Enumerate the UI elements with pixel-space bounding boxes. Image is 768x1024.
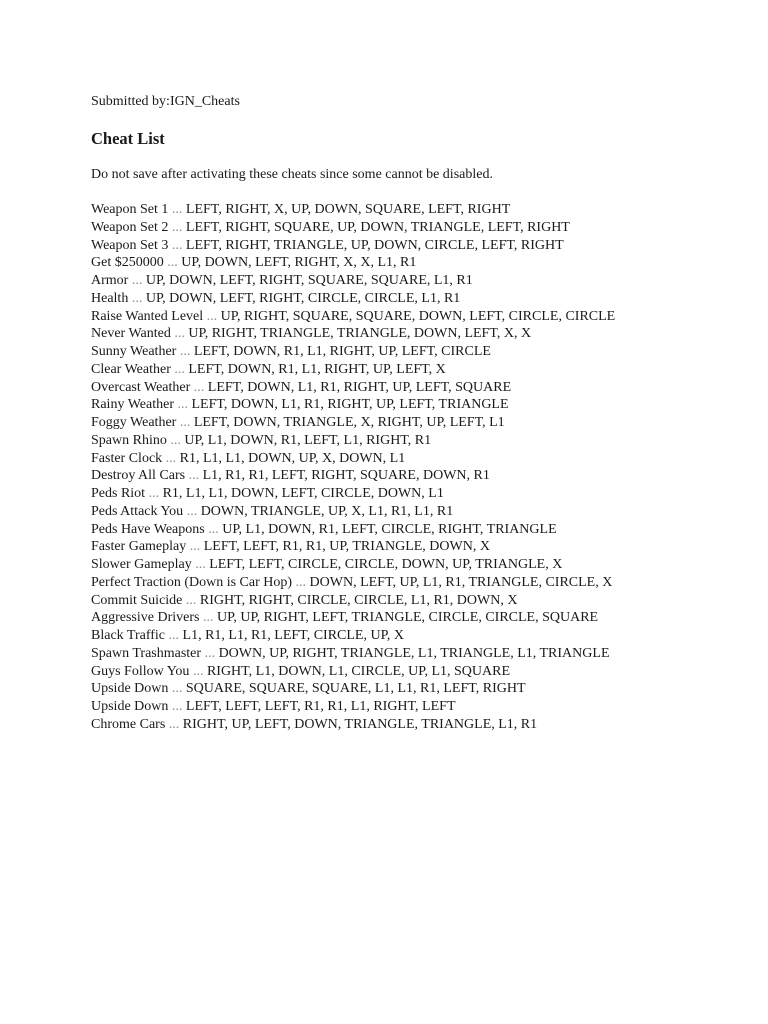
cheat-name: Commit Suicide <box>91 592 183 608</box>
cheat-separator: ... <box>168 681 186 697</box>
cheat-name: Aggressive Drivers <box>91 610 200 626</box>
warning-note: Do not save after activating these cheats since some cannot be disabled. <box>91 167 493 182</box>
cheat-name: Armor <box>91 273 129 288</box>
cheat-name: Overcast Weather <box>91 379 191 395</box>
cheat-separator: ... <box>170 361 189 377</box>
cheat-separator: ... <box>185 468 203 484</box>
cheat-code: LEFT, DOWN, L1, R1, RIGHT, UP, LEFT, SQUARE <box>207 379 512 395</box>
cheat-item <box>91 485 751 503</box>
cheat-separator: ... <box>186 539 204 555</box>
cheat-separator: ... <box>183 503 201 519</box>
cheat-code: RIGHT, L1, DOWN, L1, CIRCLE, UP, L1, SQUARE <box>206 663 511 679</box>
cheat-separator: ... <box>168 202 186 217</box>
cheat-code: LEFT, DOWN, R1, L1, RIGHT, UP, LEFT, X <box>188 361 446 377</box>
cheat-name: Weapon Set 2 <box>91 219 169 235</box>
cheat-item <box>91 698 751 716</box>
cheat-separator: ... <box>128 290 146 306</box>
cheat-item <box>91 592 751 610</box>
cheat-name: Peds Have Weapons <box>91 521 205 537</box>
cheat-name: Spawn Rhino <box>91 432 167 448</box>
cheat-separator: ... <box>203 308 221 324</box>
cheat-item <box>91 201 751 219</box>
cheat-name: Sunny Weather <box>91 344 177 359</box>
cheat-code: LEFT, LEFT, LEFT, R1, R1, L1, RIGHT, LEFT <box>185 699 456 714</box>
cheat-code: UP, RIGHT, SQUARE, SQUARE, DOWN, LEFT, CIRCLE, CIRCLE <box>220 308 616 324</box>
cheat-item <box>91 414 751 432</box>
cheat-item <box>91 716 751 734</box>
cheat-name: Spawn Trashmaster <box>91 645 202 661</box>
cheat-code: LEFT, RIGHT, X, UP, DOWN, SQUARE, LEFT, RIGHT <box>185 202 511 217</box>
submitted-by: Submitted by:IGN_Cheats <box>91 94 240 109</box>
cheat-name: Raise Wanted Level <box>91 308 204 324</box>
cheat-separator: ... <box>189 663 207 679</box>
cheat-name: Health <box>91 290 129 306</box>
cheat-name: Destroy All Cars <box>91 468 186 484</box>
cheat-separator: ... <box>168 219 186 235</box>
cheat-item <box>91 272 751 290</box>
cheat-separator: ... <box>182 592 200 608</box>
cheat-name: Weapon Set 1 <box>91 202 169 217</box>
cheat-separator: ... <box>191 557 210 572</box>
cheat-name: Weapon Set 3 <box>91 237 169 253</box>
cheat-item <box>91 663 751 681</box>
cheat-item <box>91 290 751 308</box>
cheat-code: SQUARE, SQUARE, SQUARE, L1, L1, R1, LEFT, RIGHT <box>185 681 526 697</box>
cheat-name: Clear Weather <box>91 361 171 377</box>
cheat-name: Perfect Traction (Down is Car Hop) <box>91 574 293 590</box>
cheat-separator: ... <box>163 255 182 271</box>
cheat-item <box>91 627 751 645</box>
cheat-code: DOWN, LEFT, UP, L1, R1, TRIANGLE, CIRCLE, X <box>309 574 613 590</box>
cheat-name: Rainy Weather <box>91 397 174 413</box>
cheat-name: Faster Clock <box>91 450 163 466</box>
cheat-code: DOWN, UP, RIGHT, TRIANGLE, L1, TRIANGLE, L1, TRIANGLE <box>218 645 610 661</box>
cheat-name: Never Wanted <box>91 326 171 342</box>
cheat-name: Upside Down <box>91 699 169 714</box>
cheat-item <box>91 521 751 539</box>
cheat-item <box>91 538 751 556</box>
cheat-separator: ... <box>168 699 186 714</box>
cheat-code: R1, L1, L1, DOWN, LEFT, CIRCLE, DOWN, L1 <box>162 486 444 501</box>
cheat-name: Peds Attack You <box>91 503 184 519</box>
cheat-code: UP, DOWN, LEFT, RIGHT, SQUARE, SQUARE, L1, R1 <box>145 273 473 288</box>
cheat-separator: ... <box>201 645 219 661</box>
cheat-name: Upside Down <box>91 681 169 697</box>
cheat-name: Get $250000 <box>91 255 164 271</box>
cheat-code: UP, L1, DOWN, R1, LEFT, CIRCLE, RIGHT, TRIANGLE <box>222 521 557 537</box>
cheat-code: LEFT, RIGHT, TRIANGLE, UP, DOWN, CIRCLE, LEFT, RIGHT <box>185 237 564 253</box>
cheat-code: UP, UP, RIGHT, LEFT, TRIANGLE, CIRCLE, CIRCLE, SQUARE <box>216 610 599 626</box>
cheat-separator: ... <box>165 716 183 732</box>
cheat-separator: ... <box>176 415 194 430</box>
cheat-item <box>91 219 751 237</box>
cheat-code: RIGHT, UP, LEFT, DOWN, TRIANGLE, TRIANGLE, L1, R1 <box>182 716 538 732</box>
cheat-separator: ... <box>199 610 217 626</box>
document-page <box>91 92 751 734</box>
cheat-separator: ... <box>173 397 192 413</box>
cheat-code: UP, DOWN, LEFT, RIGHT, X, X, L1, R1 <box>181 255 417 271</box>
cheat-item <box>91 396 751 414</box>
cheat-code: L1, R1, L1, R1, LEFT, CIRCLE, UP, X <box>182 628 404 643</box>
cheat-code: L1, R1, R1, LEFT, RIGHT, SQUARE, DOWN, R1 <box>202 468 490 484</box>
cheat-separator: ... <box>128 273 146 288</box>
cheat-item <box>91 645 751 663</box>
cheat-code: UP, DOWN, LEFT, RIGHT, CIRCLE, CIRCLE, L1, R1 <box>145 290 461 306</box>
page-title: Cheat List <box>91 129 165 148</box>
cheat-name: Black Traffic <box>91 628 166 643</box>
cheat-code: LEFT, LEFT, CIRCLE, CIRCLE, DOWN, UP, TRIANGLE, X <box>209 557 563 572</box>
cheat-code: UP, RIGHT, TRIANGLE, TRIANGLE, DOWN, LEFT, X, X <box>188 326 532 342</box>
cheat-separator: ... <box>170 326 189 342</box>
cheat-code: LEFT, RIGHT, SQUARE, UP, DOWN, TRIANGLE, LEFT, RIGHT <box>185 219 570 235</box>
cheat-code: LEFT, DOWN, TRIANGLE, X, RIGHT, UP, LEFT, L1 <box>193 415 505 430</box>
cheat-item <box>91 556 751 574</box>
cheat-separator: ... <box>176 344 194 359</box>
cheat-separator: ... <box>145 486 163 501</box>
cheat-item <box>91 379 751 397</box>
cheat-code: LEFT, DOWN, R1, L1, RIGHT, UP, LEFT, CIRCLE <box>193 344 491 359</box>
cheat-code: DOWN, TRIANGLE, UP, X, L1, R1, L1, R1 <box>200 503 454 519</box>
cheat-code: RIGHT, RIGHT, CIRCLE, CIRCLE, L1, R1, DOWN, X <box>199 592 518 608</box>
cheat-code: LEFT, LEFT, R1, R1, UP, TRIANGLE, DOWN, X <box>203 539 490 555</box>
cheat-item <box>91 325 751 343</box>
cheat-code: UP, L1, DOWN, R1, LEFT, L1, RIGHT, R1 <box>184 432 432 448</box>
cheat-item <box>91 237 751 255</box>
cheat-item <box>91 680 751 698</box>
cheat-separator: ... <box>165 628 183 643</box>
cheat-separator: ... <box>292 574 310 590</box>
cheat-name: Guys Follow You <box>91 663 190 679</box>
cheat-name: Chrome Cars <box>91 716 166 732</box>
cheat-list <box>91 201 751 734</box>
cheat-separator: ... <box>190 379 208 395</box>
cheat-item <box>91 343 751 361</box>
cheat-name: Foggy Weather <box>91 415 177 430</box>
cheat-item <box>91 432 751 450</box>
cheat-code: R1, L1, L1, DOWN, UP, X, DOWN, L1 <box>179 450 406 466</box>
cheat-name: Faster Gameplay <box>91 539 187 555</box>
cheat-code: LEFT, DOWN, L1, R1, RIGHT, UP, LEFT, TRIANGLE <box>191 397 509 413</box>
cheat-item <box>91 361 751 379</box>
cheat-separator: ... <box>162 450 180 466</box>
cheat-name: Peds Riot <box>91 486 146 501</box>
cheat-separator: ... <box>166 432 185 448</box>
cheat-name: Slower Gameplay <box>91 557 192 572</box>
cheat-item <box>91 308 751 326</box>
cheat-item <box>91 450 751 468</box>
cheat-separator: ... <box>204 521 223 537</box>
cheat-item <box>91 609 751 627</box>
cheat-item <box>91 254 751 272</box>
cheat-item <box>91 467 751 485</box>
cheat-item <box>91 503 751 521</box>
cheat-item <box>91 574 751 592</box>
cheat-separator: ... <box>168 237 186 253</box>
